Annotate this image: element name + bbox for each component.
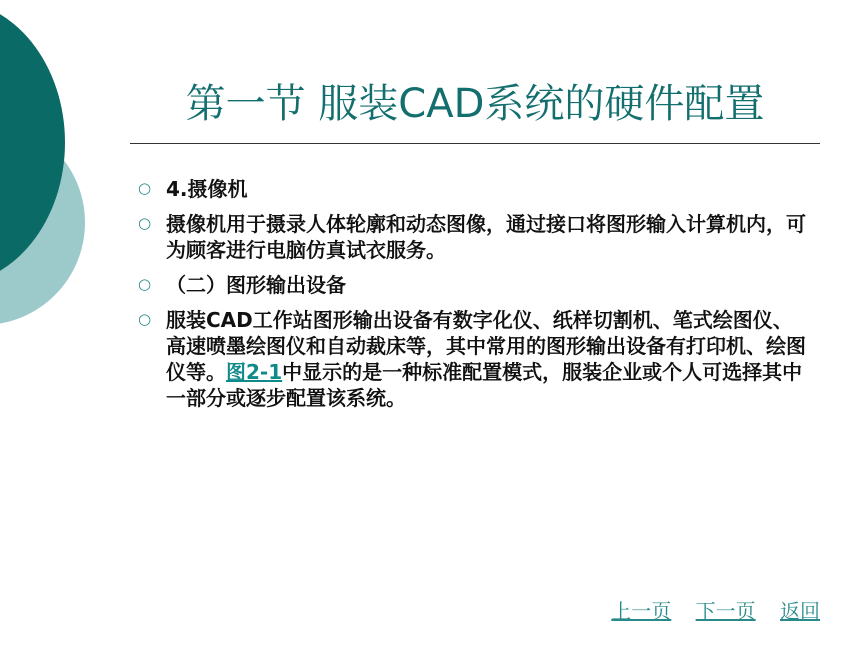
bullet-list — [138, 176, 808, 420]
bullet-icon: ○ — [138, 275, 152, 293]
title-divider — [130, 143, 820, 144]
prev-page-link[interactable]: 上一页 — [611, 599, 672, 623]
bullet-icon: ○ — [138, 214, 152, 232]
bullet-icon: ○ — [138, 179, 152, 197]
slide-navigation — [593, 595, 820, 624]
figure-link[interactable]: 图2-1 — [226, 360, 283, 384]
list-item — [138, 307, 808, 411]
list-item — [138, 211, 808, 263]
bullet-text-after: 中显示的是一种标准配置模式，服装企业或个人可选择其中一部分或逐步配置该系统。 — [166, 360, 803, 410]
bullet-text: （二）图形输出设备 — [166, 273, 346, 297]
decorative-circles — [0, 0, 110, 360]
bullet-text: 摄像机用于摄录人体轮廓和动态图像，通过接口将图形输入计算机内，可为顾客进行电脑仿真试衣服务。 — [166, 212, 806, 262]
bullet-text-before: 服装CAD工作站图形输出设备有数字化仪、纸样切割机、笔式绘图仪、高速喷墨绘图仪和自动裁床等，其中常用的图形输出设备有打印机、绘图仪等。 — [166, 308, 806, 384]
bullet-icon: ○ — [138, 310, 152, 328]
list-item — [138, 272, 808, 298]
list-item — [138, 176, 808, 202]
back-link[interactable]: 返回 — [780, 599, 820, 623]
next-page-link[interactable]: 下一页 — [695, 599, 756, 623]
bullet-text: 4.摄像机 — [166, 177, 248, 201]
slide-title: 第一节 服装CAD系统的硬件配置 — [185, 81, 765, 127]
bullet-text — [166, 307, 808, 411]
